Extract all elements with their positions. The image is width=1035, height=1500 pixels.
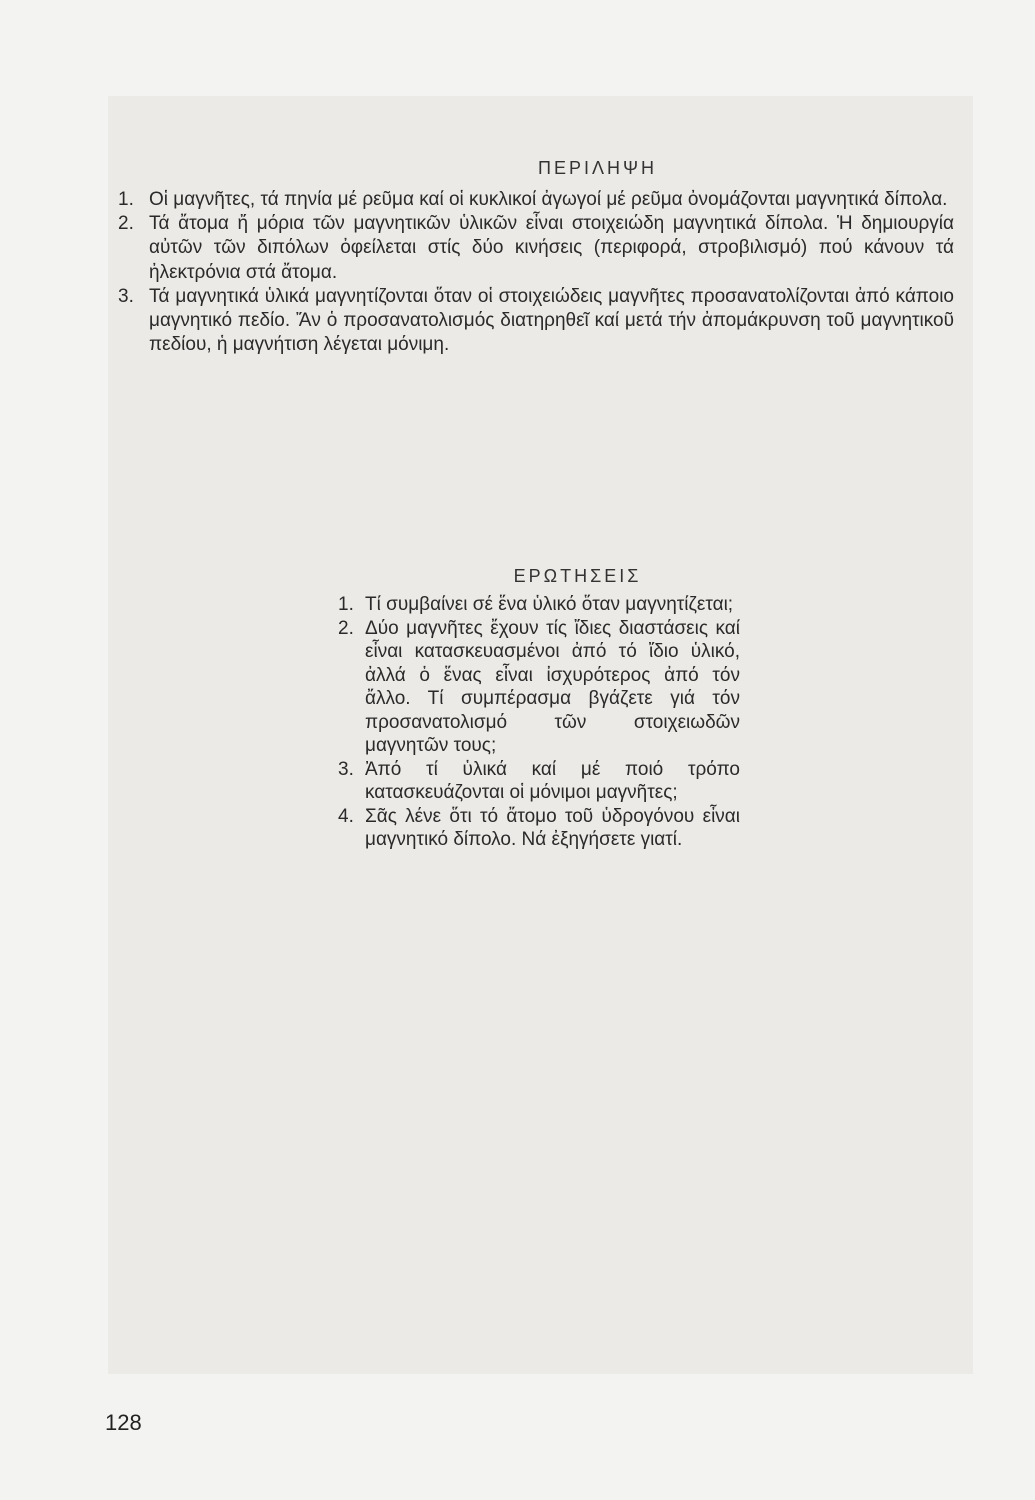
summary-item-text: Τά ἄτομα ἤ μόρια τῶν μαγνητικῶν ὑλικῶν εἶναι στοιχειώδη μαγνητικά δίπολα. Ἡ δημιουργία αὐτῶν τῶν διπόλων ὀφείλεται στίς δύο κινήσεις (περιφορά, στροβιλισμό) πού κάνουν τά ἠλεκτρόνια στά ἄτομα. xyxy=(149,213,954,283)
question-number: 1. xyxy=(338,594,354,615)
questions-list xyxy=(338,593,740,852)
summary-list xyxy=(118,188,954,357)
question-number: 2. xyxy=(338,617,354,639)
summary-item-number: 1. xyxy=(118,189,134,210)
question-number: 3. xyxy=(338,758,354,780)
question-number: 4. xyxy=(338,805,354,827)
question-item xyxy=(338,617,740,758)
summary-item-number: 2. xyxy=(118,213,134,235)
question-text: Δύο μαγνῆτες ἔχουν τίς ἴδιες διαστάσεις καί εἶναι κατασκευασμένοι ἀπό τό ἴδιο ὑλικό, ἀλλά ὁ ἕνας εἶναι ἰσχυρότερος ἀπό τόν ἄλλο. Τί συμπέρασμα βγάζετε γιά τόν προσανατολισμό τῶν στοιχειωδῶν μαγνητῶν τους; xyxy=(365,617,740,756)
summary-item xyxy=(118,188,954,212)
question-text: Σᾶς λένε ὅτι τό ἄτομο τοῦ ὑδρογόνου εἶναι μαγνητικό δίπολο. Νά ἐξηγήσετε γιατί. xyxy=(365,805,740,850)
summary-item xyxy=(118,212,954,285)
summary-item-text: Οἱ μαγνῆτες, τά πηνία μέ ρεῦμα καί οἱ κυκλικοί ἀγωγοί μέ ρεῦμα ὀνομάζονται μαγνητικά δίπολα. xyxy=(149,189,948,210)
summary-heading: ΠΕΡΙΛΗΨΗ xyxy=(537,158,658,178)
question-item xyxy=(338,758,740,805)
summary-item xyxy=(118,285,954,358)
questions-heading: ΕΡΩΤΗΣΕΙΣ xyxy=(513,566,642,586)
question-text: Τί συμβαίνει σέ ἕνα ὑλικό ὅταν μαγνητίζεται; xyxy=(365,594,734,615)
question-item xyxy=(338,805,740,852)
page-number: 128 xyxy=(105,1410,142,1435)
question-item xyxy=(338,593,740,617)
summary-item-number: 3. xyxy=(118,285,134,307)
question-text: Ἀπό τί ὑλικά καί μέ ποιό τρόπο κατασκευάζονται οἱ μόνιμοι μαγνῆτες; xyxy=(365,758,740,803)
summary-item-text: Τά μαγνητικά ὑλικά μαγνητίζονται ὅταν οἱ στοιχειώδεις μαγνῆτες προσανατολίζονται ἀπό κάποιο μαγνητικό πεδίο. Ἄν ὁ προσανατολισμός διατηρηθεῖ καί μετά τήν ἀπομάκρυνση τοῦ μαγνητικοῦ πεδίου, ἡ μαγνήτιση λέγεται μόνιμη. xyxy=(149,285,954,356)
